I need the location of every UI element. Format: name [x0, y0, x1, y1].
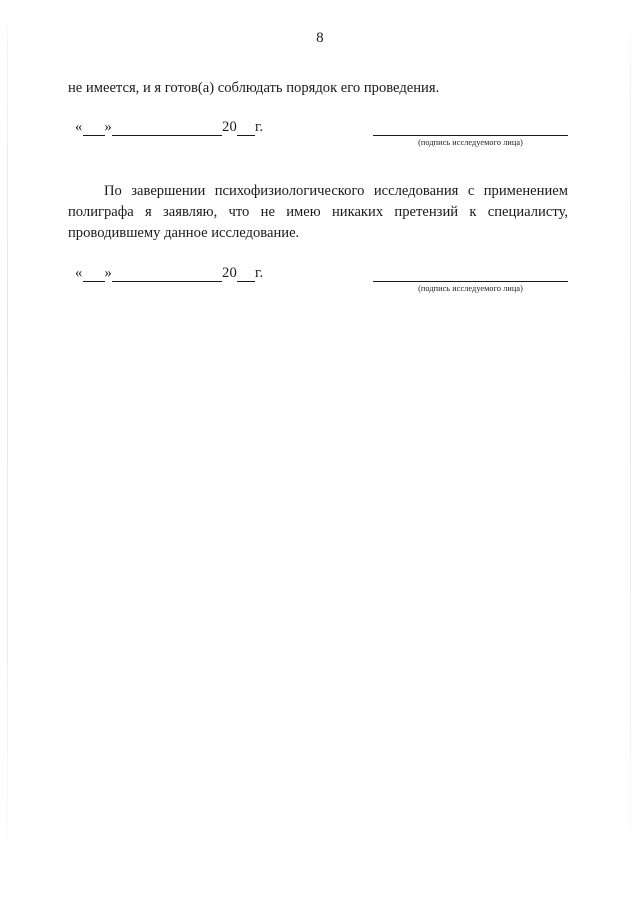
date-month-blank-2 — [112, 281, 222, 282]
signature-caption-2: (подпись исследуемого лица) — [418, 283, 523, 293]
document-body — [68, 78, 568, 305]
signature-rule-1 — [373, 121, 568, 136]
date-year-prefix-1: 20 — [222, 119, 237, 136]
date-year-suffix-1: г. — [255, 119, 264, 136]
scan-edge-right — [630, 12, 631, 892]
page-number: 8 — [316, 30, 324, 46]
date-year-prefix-2: 20 — [222, 264, 237, 281]
scan-edge-left — [7, 10, 8, 895]
date-day-blank-2 — [83, 281, 105, 282]
date-day-blank-1 — [83, 135, 105, 136]
date-quote-open-2: « — [75, 264, 83, 281]
date-month-blank-1 — [112, 135, 222, 136]
spacer-1 — [68, 159, 568, 181]
date-year-blank-2 — [237, 281, 255, 282]
signature-rule-2 — [373, 267, 568, 282]
date-line-1 — [75, 119, 263, 136]
date-quote-open-1: « — [75, 119, 83, 136]
date-year-blank-1 — [237, 135, 255, 136]
signature-field-2 — [373, 267, 568, 294]
signature-field-1 — [373, 121, 568, 148]
signature-row-1 — [68, 119, 568, 159]
signature-row-2 — [68, 265, 568, 305]
date-line-2 — [75, 265, 263, 282]
date-quote-close-1: » — [104, 119, 112, 136]
paragraph-no-claims: По завершении психофизиологического исследования с применением полиграфа я заявляю, что не имею никаких претензий к специалисту, проводившему данное исследование. — [68, 183, 568, 242]
signature-caption-1: (подпись исследуемого лица) — [418, 138, 523, 148]
date-quote-close-2: » — [104, 264, 112, 281]
date-year-suffix-2: г. — [255, 264, 264, 281]
paragraph-closing-consent: не имеется, и я готов(а) соблюдать порядок его проведения. — [68, 80, 440, 96]
